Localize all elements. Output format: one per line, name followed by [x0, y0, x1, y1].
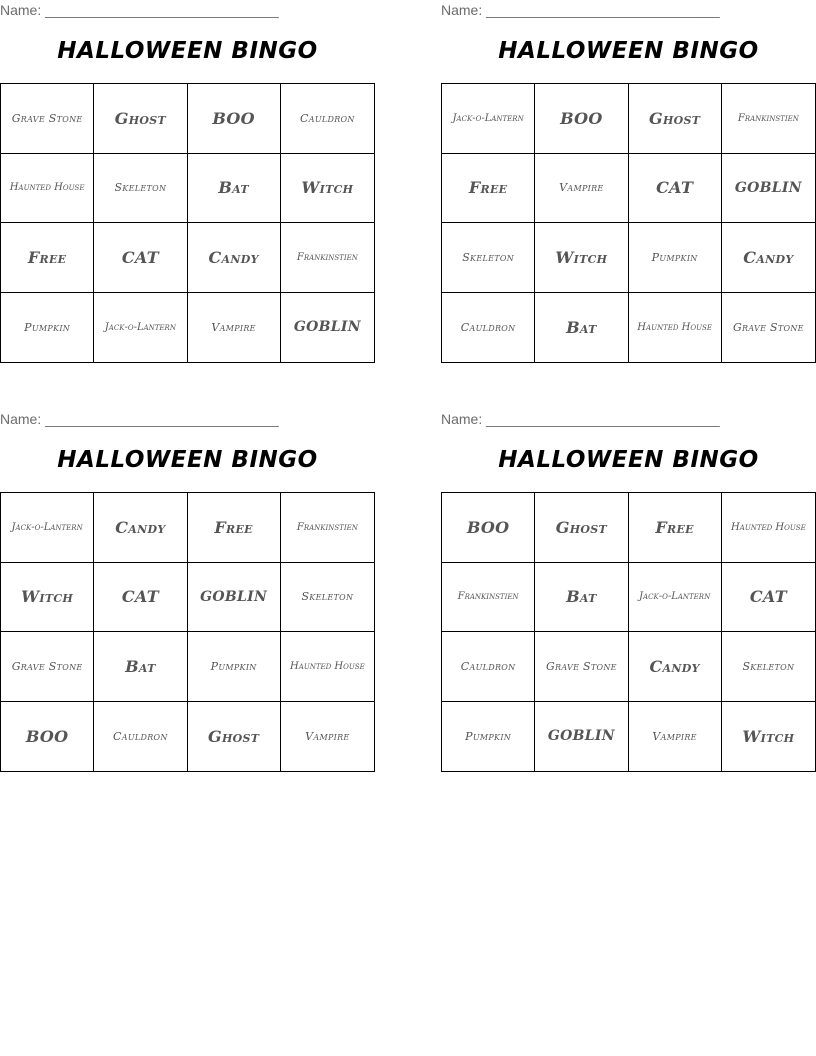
bingo-cell: BOO — [442, 493, 535, 563]
bingo-cell: Jack-o-Lantern — [442, 84, 535, 154]
bingo-cell: Skeleton — [281, 563, 374, 633]
bingo-cell: Jack-o-Lantern — [94, 293, 187, 363]
bingo-cell: Cauldron — [442, 293, 535, 363]
bingo-cell: Ghost — [94, 84, 187, 154]
bingo-cell: Free — [442, 154, 535, 224]
bingo-cell: GOBLIN — [722, 154, 815, 224]
bingo-cell: Frankinstien — [442, 563, 535, 633]
bingo-cell: Haunted House — [629, 293, 722, 363]
bingo-cell: Grave Stone — [1, 84, 94, 154]
bingo-cell: CAT — [94, 563, 187, 633]
bingo-cell: Grave Stone — [535, 632, 628, 702]
bingo-cell: Ghost — [188, 702, 281, 772]
card-title: HALLOWEEN BINGO — [498, 38, 759, 64]
bingo-cell: Bat — [94, 632, 187, 702]
bingo-cell: Candy — [94, 493, 187, 563]
bingo-cell: GOBLIN — [188, 563, 281, 633]
bingo-cell: Cauldron — [281, 84, 374, 154]
bingo-cell: Cauldron — [94, 702, 187, 772]
card-title: HALLOWEEN BINGO — [498, 447, 759, 473]
bingo-cell: Ghost — [535, 493, 628, 563]
bingo-grid — [441, 83, 816, 363]
bingo-cell: Ghost — [629, 84, 722, 154]
bingo-cell: Candy — [722, 223, 815, 293]
bingo-cell: Haunted House — [1, 154, 94, 224]
name-field-label: Name: ______________________________ — [441, 2, 720, 18]
bingo-cell: Vampire — [629, 702, 722, 772]
bingo-cell: Pumpkin — [442, 702, 535, 772]
bingo-cell: Bat — [535, 563, 628, 633]
bingo-cell: Free — [629, 493, 722, 563]
bingo-cell: CAT — [94, 223, 187, 293]
bingo-cell: Cauldron — [442, 632, 535, 702]
bingo-cell: Witch — [742, 726, 795, 746]
card-title: HALLOWEEN BINGO — [57, 447, 318, 473]
bingo-cell: Pumpkin — [1, 293, 94, 363]
card-title: HALLOWEEN BINGO — [57, 38, 318, 64]
bingo-cell: Haunted House — [281, 632, 374, 702]
bingo-cell: Pumpkin — [629, 223, 722, 293]
bingo-grid — [0, 83, 375, 363]
bingo-cell: Frankinstien — [281, 493, 374, 563]
bingo-cell: GOBLIN — [293, 319, 361, 336]
name-field-label: Name: ______________________________ — [441, 411, 720, 427]
bingo-cell: Haunted House — [722, 493, 815, 563]
bingo-cell: Skeleton — [442, 223, 535, 293]
name-field-label: Name: ______________________________ — [0, 2, 279, 18]
bingo-cell: Candy — [188, 223, 281, 293]
bingo-cell: Skeleton — [722, 632, 815, 702]
bingo-cell: Free — [1, 223, 94, 293]
bingo-cell: Vampire — [535, 154, 628, 224]
bingo-cell: Frankinstien — [722, 84, 815, 154]
bingo-cell: Vampire — [188, 293, 281, 363]
bingo-cell: GOBLIN — [535, 702, 628, 772]
bingo-cell: Candy — [629, 632, 722, 702]
bingo-cell: Grave Stone — [1, 632, 94, 702]
bingo-cell: CAT — [722, 563, 815, 633]
bingo-cell: BOO — [1, 702, 94, 772]
bingo-cell: Bat — [188, 154, 281, 224]
bingo-cell: Witch — [535, 223, 628, 293]
bingo-cell: Pumpkin — [188, 632, 281, 702]
bingo-cell: Witch — [281, 154, 374, 224]
bingo-cell: BOO — [188, 84, 281, 154]
bingo-cell: Free — [188, 493, 281, 563]
bingo-cell: Jack-o-Lantern — [629, 563, 722, 633]
bingo-cell: BOO — [535, 84, 628, 154]
bingo-cell: Witch — [1, 563, 94, 633]
bingo-cell: CAT — [629, 154, 722, 224]
bingo-cell: Skeleton — [94, 154, 187, 224]
bingo-grid — [0, 492, 375, 772]
bingo-grid — [441, 492, 816, 772]
bingo-cell: Jack-o-Lantern — [1, 493, 94, 563]
bingo-cell: Grave Stone — [732, 320, 804, 334]
bingo-cell: Frankinstien — [281, 223, 374, 293]
name-field-label: Name: ______________________________ — [0, 411, 279, 427]
bingo-cell: Bat — [535, 293, 628, 363]
bingo-cell: Vampire — [305, 729, 350, 743]
